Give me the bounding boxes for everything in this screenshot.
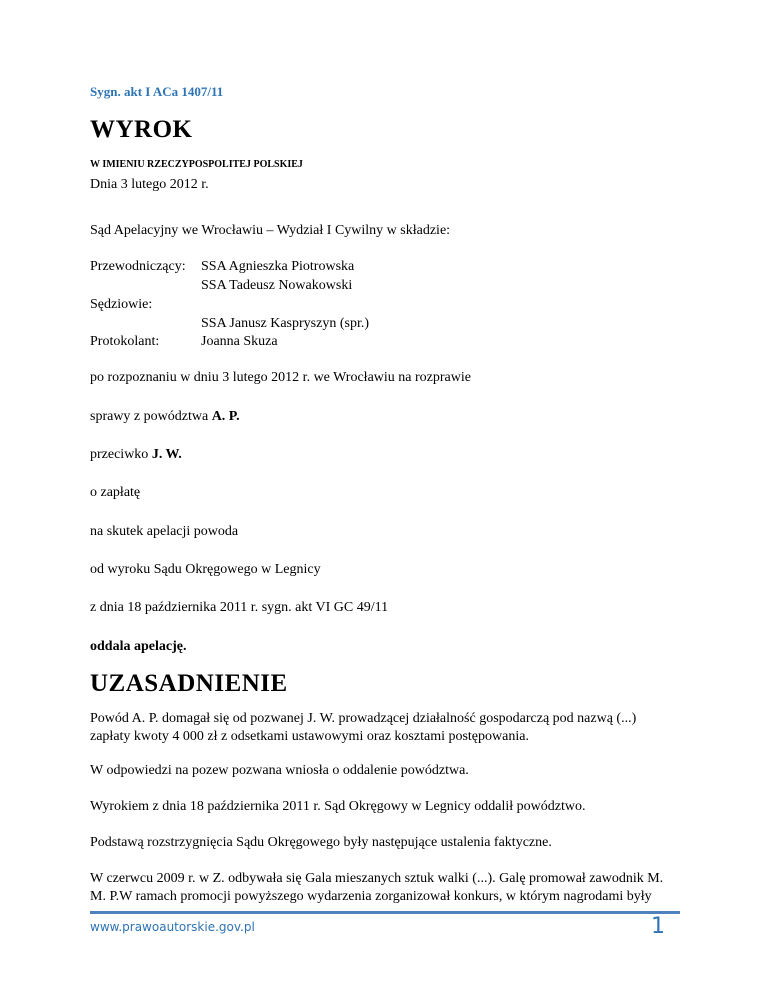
chair-label: Przewodniczący: <box>90 259 186 274</box>
justification-paragraph-2: W odpowiedzi na pozew pozwana wniosła o oddalenie powództwa. <box>90 763 469 778</box>
justification-paragraph-5: W czerwcu 2009 r. w Z. odbywała się Gala mieszanych sztuk walki (...). Galę promował zawodnik M. M. P.W ramach promocji powyższego wydarzenia zorganizował konkurs, w którym nagrodami były <box>90 871 664 904</box>
ruling-line: oddala apelację. <box>90 639 187 654</box>
defendant-name: J. W. <box>151 447 182 462</box>
judge-name-1: SSA Tadeusz Nowakowski <box>201 278 353 293</box>
chair-name: SSA Agnieszka Piotrowska <box>201 259 355 274</box>
footer-divider <box>90 911 680 914</box>
clerk-name: Joanna Skuza <box>201 334 278 349</box>
justification-heading: UZASADNIENIE <box>90 670 288 697</box>
hearing-line: po rozpoznaniu w dniu 3 lutego 2012 r. we Wrocławiu na rozprawie <box>90 370 471 385</box>
against-line <box>90 447 182 464</box>
footer-url[interactable]: www.prawoautorskie.gov.pl <box>90 920 255 934</box>
against-prefix: przeciwko <box>90 447 152 462</box>
clerk-label: Protokolant: <box>90 334 160 349</box>
judgment-from-line: od wyroku Sądu Okręgowego w Legnicy <box>90 562 321 577</box>
appeal-line: na skutek apelacji powoda <box>90 524 239 539</box>
document-title: WYROK <box>90 116 193 143</box>
case-signature: Sygn. akt I ACa 1407/11 <box>90 84 224 99</box>
subject-line: o zapłatę <box>90 485 141 500</box>
justification-paragraph-3: Wyrokiem z dnia 18 października 2011 r. Sąd Okręgowy w Legnicy oddalił powództwo. <box>90 799 586 814</box>
court-line: Sąd Apelacyjny we Wrocławiu – Wydział I Cywilny w składzie: <box>90 223 451 238</box>
judge-name-2: SSA Janusz Kaspryszyn (spr.) <box>201 316 369 331</box>
date-line: Dnia 3 lutego 2012 r. <box>90 177 209 192</box>
justification-paragraph-1: Powód A. P. domagał się od pozwanej J. W. prowadzącej działalność gospodarczą pod nazwą (...) zapłaty kwoty 4 000 zł z odsetkami ustawowymi oraz kosztami postępowania. <box>90 711 637 744</box>
page-number: 1 <box>651 914 665 939</box>
judges-label: Sędziowie: <box>90 297 153 312</box>
judgment-date-line: z dnia 18 października 2011 r. sygn. akt VI GC 49/11 <box>90 600 389 615</box>
case-line <box>90 409 240 426</box>
justification-paragraph-4: Podstawą rozstrzygnięcia Sądu Okręgowego były następujące ustalenia faktyczne. <box>90 835 552 850</box>
plaintiff-name: A. P. <box>211 409 240 424</box>
document-subtitle: W IMIENIU RZECZYPOSPOLITEJ POLSKIEJ <box>90 159 303 170</box>
case-prefix: sprawy z powództwa <box>90 409 212 424</box>
